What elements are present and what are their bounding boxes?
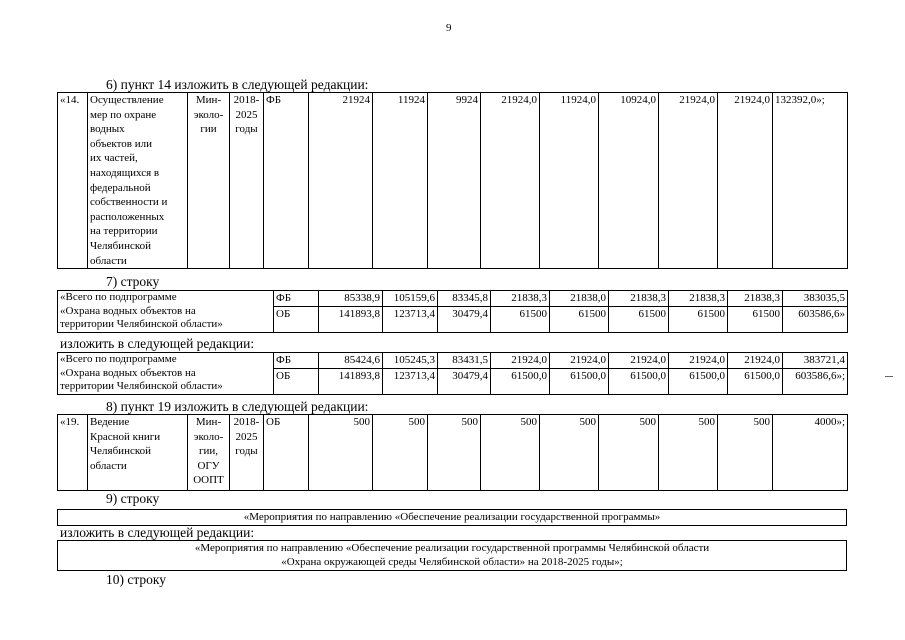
name-line: расположенных [90, 210, 165, 223]
period-line: годы [235, 123, 258, 136]
row-source: ОБ [264, 415, 309, 491]
value-cell: 85338,9 [319, 291, 383, 307]
text-line: «Мероприятия по направлению «Обеспечение реализации государственной программы Челябинской области [194, 542, 710, 554]
name-line: на территории [90, 225, 158, 238]
item7-old-table [57, 290, 848, 333]
row-name [88, 415, 188, 491]
value-cell: 85424,6 [319, 353, 383, 369]
item6-heading: 6) пункт 14 изложить в следующей редакции: [106, 77, 369, 92]
value-cell: 500 [428, 415, 481, 491]
value-cell: 10924,0 [599, 93, 659, 269]
value-cell: 61500 [609, 306, 669, 332]
value-cell: 21924 [309, 93, 373, 269]
value-cell: 500 [373, 415, 428, 491]
value-cell: 21924,0 [609, 353, 669, 369]
page-number: 9 [446, 22, 452, 34]
value-cell: 141893,8 [319, 368, 383, 394]
exec-line: Мин- [195, 416, 222, 428]
value-cell: 61500 [669, 306, 728, 332]
exec-line: гии [200, 123, 217, 136]
name-line: объектов или [90, 137, 152, 150]
item6-table [57, 92, 848, 269]
value-cell: 61500,0 [491, 368, 550, 394]
name-line: Ведение [90, 416, 130, 428]
row-source: ФБ [274, 291, 319, 307]
value-cell: 61500,0 [550, 368, 609, 394]
value-cell: 61500,0 [609, 368, 669, 394]
name-line: собственности и [90, 196, 168, 209]
value-cell: 500 [540, 415, 599, 491]
table-row [58, 353, 848, 369]
value-cell: 11924 [373, 93, 428, 269]
table-row [58, 415, 848, 491]
exec-line: Мин- [195, 94, 222, 106]
value-cell: 21924,0 [550, 353, 609, 369]
row-period [230, 415, 264, 491]
item7-mid-heading: изложить в следующей редакции: [60, 336, 255, 351]
name-line: области [90, 254, 127, 267]
name-line: Красной книги [90, 430, 161, 443]
value-cell: 123713,4 [383, 368, 438, 394]
value-cell: 21924,0 [481, 93, 540, 269]
value-cell: 132392,0»; [773, 93, 848, 269]
exec-line: эколо- [193, 430, 224, 443]
value-cell: 21924,0 [718, 93, 773, 269]
period-line: 2025 [235, 430, 258, 443]
label-line: «Всего по подпрограмме [60, 291, 177, 303]
value-cell: 21924,0 [491, 353, 550, 369]
value-cell: 21924,0 [659, 93, 718, 269]
row-label [58, 291, 274, 333]
item7-heading: 7) строку [106, 274, 160, 289]
value-cell: 105159,6 [383, 291, 438, 307]
exec-line: гии, [198, 445, 219, 458]
value-cell: 61500 [728, 306, 783, 332]
value-cell: 83345,8 [438, 291, 491, 307]
table-row [58, 93, 848, 269]
item9-heading: 9) строку [106, 491, 160, 506]
item8-table [57, 414, 848, 491]
value-cell: 9924 [428, 93, 481, 269]
name-line: водных [90, 123, 125, 136]
name-line: Челябинской [90, 445, 152, 458]
value-cell: 21924,0 [728, 353, 783, 369]
label-line: «Охрана водных объектов на [60, 366, 196, 379]
name-line: Осуществление [90, 94, 164, 106]
old-row-text: «Мероприятия по направлению «Обеспечение реализации государственной программы» [58, 510, 847, 526]
value-cell: 603586,6»; [783, 368, 848, 394]
row-name [88, 93, 188, 269]
table-row [58, 291, 848, 307]
value-cell: 603586,6» [783, 306, 848, 332]
name-line: находящихся в [90, 166, 160, 179]
value-cell: 500 [599, 415, 659, 491]
row-executor [188, 415, 230, 491]
value-cell: 21838,3 [669, 291, 728, 307]
exec-line: ОГУ [197, 459, 220, 472]
item9-mid-heading: изложить в следующей редакции: [60, 525, 255, 540]
item7-new-table [57, 352, 848, 395]
value-cell: 21838,3 [491, 291, 550, 307]
value-cell: 61500 [491, 306, 550, 332]
value-cell: 61500,0 [669, 368, 728, 394]
period-line: 2018- [233, 94, 260, 106]
value-cell: 4000»; [773, 415, 848, 491]
value-cell: 61500 [550, 306, 609, 332]
period-line: 2018- [233, 416, 260, 428]
exec-line: эколо- [193, 108, 224, 121]
value-cell: 141893,8 [319, 306, 383, 332]
row-period [230, 93, 264, 269]
label-line: «Всего по подпрограмме [60, 353, 177, 365]
value-cell: 21924,0 [669, 353, 728, 369]
value-cell: 383035,5 [783, 291, 848, 307]
value-cell: 21838,3 [728, 291, 783, 307]
row-executor [188, 93, 230, 269]
row-source: ОБ [274, 306, 319, 332]
value-cell: 500 [718, 415, 773, 491]
item10-heading: 10) строку [106, 572, 167, 587]
value-cell: 105245,3 [383, 353, 438, 369]
row-number: «14. [58, 93, 88, 269]
value-cell: 500 [481, 415, 540, 491]
value-cell: 500 [309, 415, 373, 491]
value-cell: 83431,5 [438, 353, 491, 369]
row-source: ФБ [264, 93, 309, 269]
name-line: области [90, 459, 127, 472]
name-line: их частей, [90, 152, 138, 165]
row-label [58, 353, 274, 395]
table-row [58, 541, 847, 571]
value-cell: 11924,0 [540, 93, 599, 269]
value-cell: 500 [659, 415, 718, 491]
new-row-text [58, 541, 847, 571]
text-line: «Охрана окружающей среды Челябинской области» на 2018-2025 годы»; [281, 556, 623, 568]
period-line: годы [235, 445, 258, 458]
value-cell: 30479,4 [438, 306, 491, 332]
item8-heading: 8) пункт 19 изложить в следующей редакции: [106, 399, 369, 414]
value-cell: 61500,0 [728, 368, 783, 394]
value-cell: 383721,4 [783, 353, 848, 369]
label-line: территории Челябинской области» [60, 380, 223, 392]
row-source: ФБ [274, 353, 319, 369]
label-line: территории Челябинской области» [60, 318, 223, 330]
name-line: федеральной [90, 181, 151, 194]
value-cell: 123713,4 [383, 306, 438, 332]
item9-new-table [57, 540, 847, 571]
row-number: «19. [58, 415, 88, 491]
name-line: мер по охране [90, 108, 157, 121]
period-line: 2025 [235, 108, 258, 121]
margin-mark [885, 376, 893, 377]
label-line: «Охрана водных объектов на [60, 304, 196, 317]
row-source: ОБ [274, 368, 319, 394]
value-cell: 21838,3 [609, 291, 669, 307]
exec-line: ООПТ [193, 474, 224, 487]
name-line: Челябинской [90, 239, 152, 252]
table-row [58, 510, 847, 526]
item9-old-table [57, 509, 847, 526]
value-cell: 30479,4 [438, 368, 491, 394]
value-cell: 21838,0 [550, 291, 609, 307]
